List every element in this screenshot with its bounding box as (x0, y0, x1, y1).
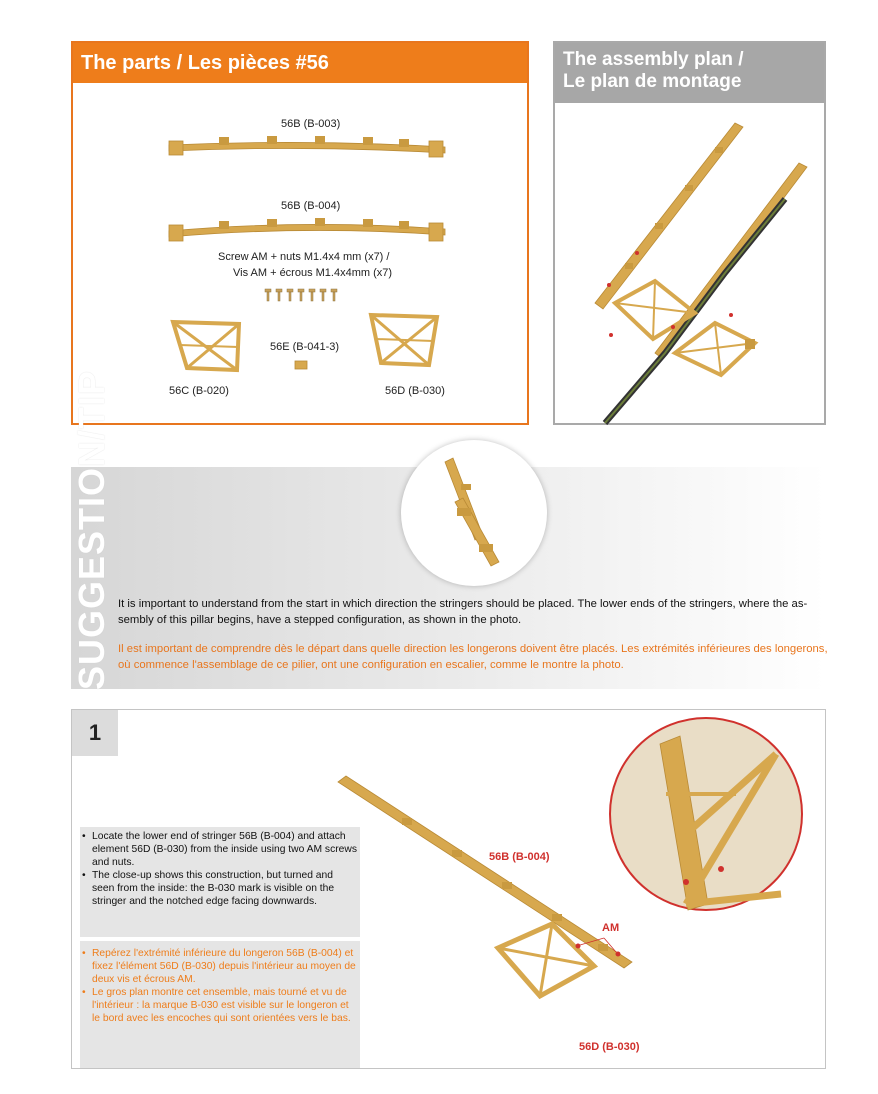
assembly-plan-title-line1: The assembly plan / (563, 49, 744, 70)
label-panel-c: 56C (B-020) (169, 385, 229, 397)
label-small-part: 56E (B-041-3) (270, 341, 340, 353)
label-stringer-b004-step: 56B (B-004) (489, 851, 550, 863)
tip-vertical-label: SUGGESTION/TIP (71, 369, 112, 690)
panel-c-image (167, 318, 243, 374)
small-part-image (295, 361, 307, 369)
assembly-plan-title (555, 43, 824, 103)
tip-text-en: It is important to understand from the start in which direction the stringers should be placed. The lower ends of the stringers, where the as-sembly of this pillar begins, have a stepped configuration, as shown in the photo. (118, 598, 808, 626)
parts-title: The parts / Les pièces #56 (73, 43, 527, 83)
step-en-item: • Locate the lower end of stringer 56B (B-004) and attach element 56D (B-030) from the inside using two AM screws and nuts. (82, 831, 357, 868)
step-number: 1 (72, 710, 118, 756)
step-assembly-image (332, 770, 632, 1010)
assembly-plan-panel (553, 41, 826, 425)
label-panel-d-step: 56D (B-030) (579, 1041, 640, 1053)
stringer-b004-image (167, 217, 449, 247)
stringer-b003-image (167, 135, 449, 165)
tip-photo (401, 440, 547, 586)
assembly-plan-image (555, 103, 825, 423)
step-instructions-en (80, 827, 360, 937)
label-stringer-b003: 56B (B-003) (281, 118, 341, 130)
label-am-screws: AM (602, 922, 620, 934)
tip-text-fr: Il est important de comprendre dès le départ dans quelle direction les longerons doivent être placés. Les extrémités inférieures des longerons, où commence l'assemblage de ce pilier, ont une configuration en escalier, comme le montre la photo. (118, 643, 828, 671)
step-panel (71, 709, 826, 1069)
label-screws-fr: Vis AM + écrous M1.4x4mm (x7) (233, 267, 393, 279)
screws-image (265, 289, 339, 303)
tip-photo-image (439, 458, 519, 566)
step-fr-item: • Le gros plan montre cet ensemble, mais tourné et vu de l'intérieur : la marque B-030 est visible sur le longeron et le bord avec les encoches qui sont orientées vers le bas. (82, 987, 351, 1024)
step-fr-item: • Repérez l'extrémité inférieure du longeron 56B (B-004) et fixez l'élément 56D (B-030) depuis l'intérieur au moyen de deux vis et écrous AM. (82, 948, 356, 985)
step-closeup-image (606, 714, 806, 914)
assembly-plan-title-line2: Le plan de montage (563, 71, 742, 92)
label-panel-d: 56D (B-030) (385, 385, 445, 397)
parts-panel (71, 41, 529, 425)
label-screws-en: Screw AM + nuts M1.4x4 mm (x7) / (218, 251, 390, 263)
step-instructions-fr (80, 941, 360, 1068)
label-stringer-b004: 56B (B-004) (281, 200, 341, 212)
panel-d-image (367, 311, 443, 369)
step-en-item: • The close-up shows this construction, but turned and seen from the inside: the B-030 mark is visible on the stringer and the notched edge facing downwards. (82, 870, 335, 907)
